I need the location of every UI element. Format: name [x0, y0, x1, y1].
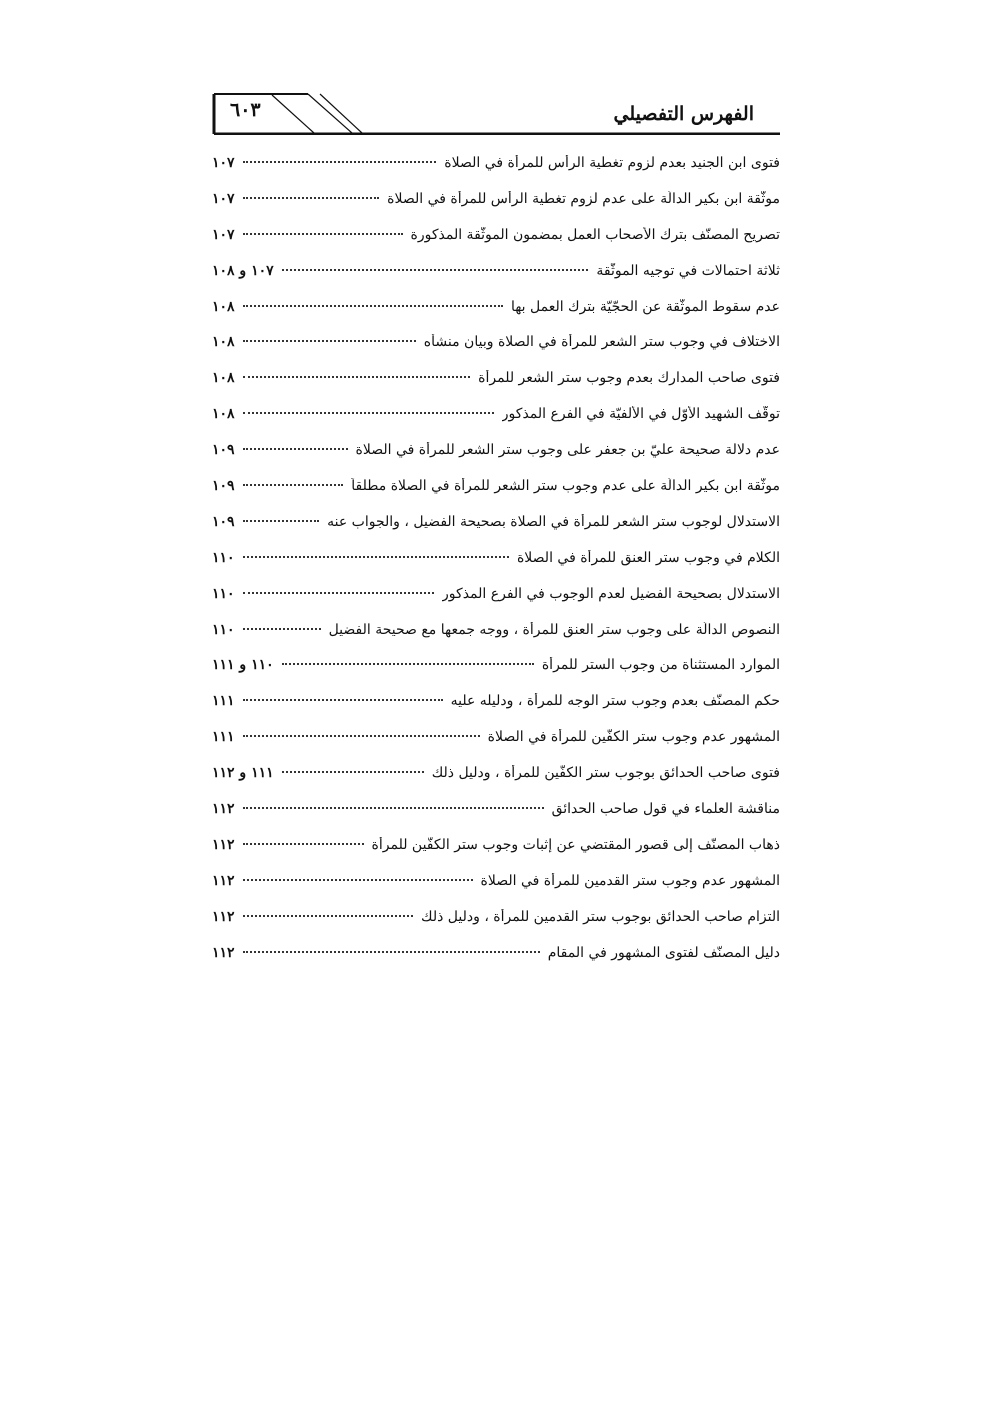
toc-entry: [212, 909, 780, 945]
toc-entry-page: ١١٢: [212, 801, 235, 818]
dot-leader: [243, 412, 494, 414]
toc-entry-text: الاختلاف في وجوب ستر الشعر للمرأة في الصلاة وبيان منشأه: [423, 334, 780, 351]
toc-entry: [212, 478, 780, 514]
dot-leader: [243, 879, 473, 881]
dot-leader: [243, 305, 503, 307]
dot-leader: [282, 771, 424, 773]
page-number: ٦٠٣: [230, 99, 261, 121]
dot-leader: [243, 233, 403, 235]
toc-entry-page: ١٠٧ و ١٠٨: [212, 262, 274, 279]
page-header: [212, 93, 780, 135]
toc-entry-text: موثّقة ابن بكير الدالّة على عدم وجوب ستر الشعر للمرأة في الصلاة مطلقاً: [351, 478, 780, 495]
toc-entry: [212, 370, 780, 406]
toc-entry-text: تصريح المصنّف بترك الأصحاب العمل بمضمون الموثّقة المذكورة: [410, 226, 780, 243]
dot-leader: [243, 376, 471, 378]
toc-entry: [212, 334, 780, 370]
toc-entry: [212, 801, 780, 837]
toc-entry: [212, 227, 780, 263]
toc-entry-page: ١١٠ و ١١١: [212, 657, 274, 674]
toc-entry-page: ١٠٩: [212, 478, 235, 495]
toc-entry: [212, 514, 780, 550]
toc-entry: [212, 586, 780, 622]
toc-entry: [212, 155, 780, 191]
toc-entry-page: ١١٠: [212, 549, 235, 566]
toc-entry-page: ١١٢: [212, 908, 235, 925]
toc-entry-page: ١١٠: [212, 585, 235, 602]
toc-entry-text: التزام صاحب الحدائق بوجوب ستر القدمين للمرأة ، ودليل ذلك: [421, 908, 780, 925]
toc-entry-text: ذهاب المصنّف إلى قصور المقتضي عن إثبات وجوب ستر الكفّين للمرأة: [371, 836, 780, 853]
dot-leader: [243, 628, 321, 630]
toc-entry: [212, 550, 780, 586]
toc-entry-page: ١١٢: [212, 836, 235, 853]
dot-leader: [243, 915, 413, 917]
dot-leader: [243, 807, 544, 809]
toc-entry-page: ١١١ و ١١٢: [212, 765, 274, 782]
toc-entry-page: ١١٠: [212, 621, 235, 638]
toc-entry: [212, 657, 780, 693]
toc-entry-text: الكلام في وجوب ستر العنق للمرأة في الصلاة: [516, 549, 780, 566]
dot-leader: [243, 556, 509, 558]
toc-entry: [212, 765, 780, 801]
toc-entry-page: ١٠٧: [212, 155, 235, 171]
toc-entry: [212, 191, 780, 227]
dot-leader: [243, 951, 540, 953]
toc-entry-text: فتوى ابن الجنيد بعدم لزوم تغطية الرأس للمرأة في الصلاة: [444, 155, 780, 171]
dot-leader: [243, 448, 348, 450]
toc-entry-page: ١١٢: [212, 944, 235, 961]
toc-list: [212, 155, 780, 980]
toc-entry-text: الاستدلال بصحيحة الفضيل لعدم الوجوب في الفرع المذكور: [442, 585, 780, 602]
dot-leader: [243, 843, 364, 845]
toc-entry-text: الموارد المستثناة من وجوب الستر للمرأة: [541, 657, 780, 674]
toc-entry-page: ١١١: [212, 729, 235, 746]
dot-leader: [243, 520, 320, 522]
toc-entry: [212, 729, 780, 765]
dot-leader: [243, 340, 416, 342]
toc-entry-text: المشهور عدم وجوب ستر القدمين للمرأة في الصلاة: [480, 872, 780, 889]
header-title: الفهرس التفصيلي: [613, 103, 754, 125]
dot-leader: [243, 484, 344, 486]
toc-entry-text: الاستدلال لوجوب ستر الشعر للمرأة في الصلاة بصحيحة الفضيل ، والجواب عنه: [327, 513, 780, 530]
toc-entry-page: ١٠٨: [212, 334, 235, 351]
toc-entry: [212, 693, 780, 729]
toc-entry-text: عدم سقوط الموثّقة عن الحجّيّة بترك العمل بها: [510, 298, 780, 315]
toc-entry-page: ١١١: [212, 693, 235, 710]
toc-entry: [212, 945, 780, 981]
dot-leader: [243, 699, 443, 701]
toc-entry-text: فتوى صاحب المدارك بعدم وجوب ستر الشعر للمرأة: [478, 370, 780, 387]
toc-entry-text: المشهور عدم وجوب ستر الكفّين للمرأة في الصلاة: [487, 729, 780, 746]
toc-entry-page: ١٠٧: [212, 226, 235, 243]
toc-entry-text: موثّقة ابن بكير الدالّة على عدم لزوم تغطية الرأس للمرأة في الصلاة: [387, 190, 780, 207]
dot-leader: [243, 735, 480, 737]
toc-entry: [212, 406, 780, 442]
toc-entry: [212, 873, 780, 909]
dot-leader: [243, 197, 380, 199]
toc-entry: [212, 622, 780, 658]
toc-entry-page: ١٠٩: [212, 513, 235, 530]
toc-entry-page: ١١٢: [212, 872, 235, 889]
toc-entry-text: فتوى صاحب الحدائق بوجوب ستر الكفّين للمرأة ، ودليل ذلك: [431, 765, 780, 782]
dot-leader: [243, 161, 437, 163]
toc-entry-text: عدم دلالة صحيحة عليّ بن جعفر على وجوب ستر الشعر للمرأة في الصلاة: [355, 442, 780, 459]
toc-entry: [212, 299, 780, 335]
toc-entry-page: ١٠٧: [212, 190, 235, 207]
dot-leader: [243, 592, 434, 594]
toc-entry-text: توقّف الشهيد الأوّل في الألفيّة في الفرع المذكور: [501, 406, 780, 423]
dot-leader: [282, 663, 534, 665]
toc-entry-text: دليل المصنّف لفتوى المشهور في المقام: [547, 944, 780, 961]
toc-entry-text: النصوص الدالّة على وجوب ستر العنق للمرأة ، ووجه جمعها مع صحيحة الفضيل: [328, 621, 780, 638]
toc-entry-page: ١٠٩: [212, 442, 235, 459]
toc-entry-page: ١٠٨: [212, 370, 235, 387]
toc-entry-page: ١٠٨: [212, 298, 235, 315]
toc-entry-text: حكم المصنّف بعدم وجوب ستر الوجه للمرأة ، ودليله عليه: [450, 693, 780, 710]
toc-entry: [212, 442, 780, 478]
dot-leader: [282, 269, 589, 271]
toc-entry: [212, 263, 780, 299]
toc-entry-text: ثلاثة احتمالات في توجيه الموثّقة: [596, 262, 780, 279]
toc-entry: [212, 837, 780, 873]
toc-entry-text: مناقشة العلماء في قول صاحب الحدائق: [551, 801, 780, 818]
toc-entry-page: ١٠٨: [212, 406, 235, 423]
